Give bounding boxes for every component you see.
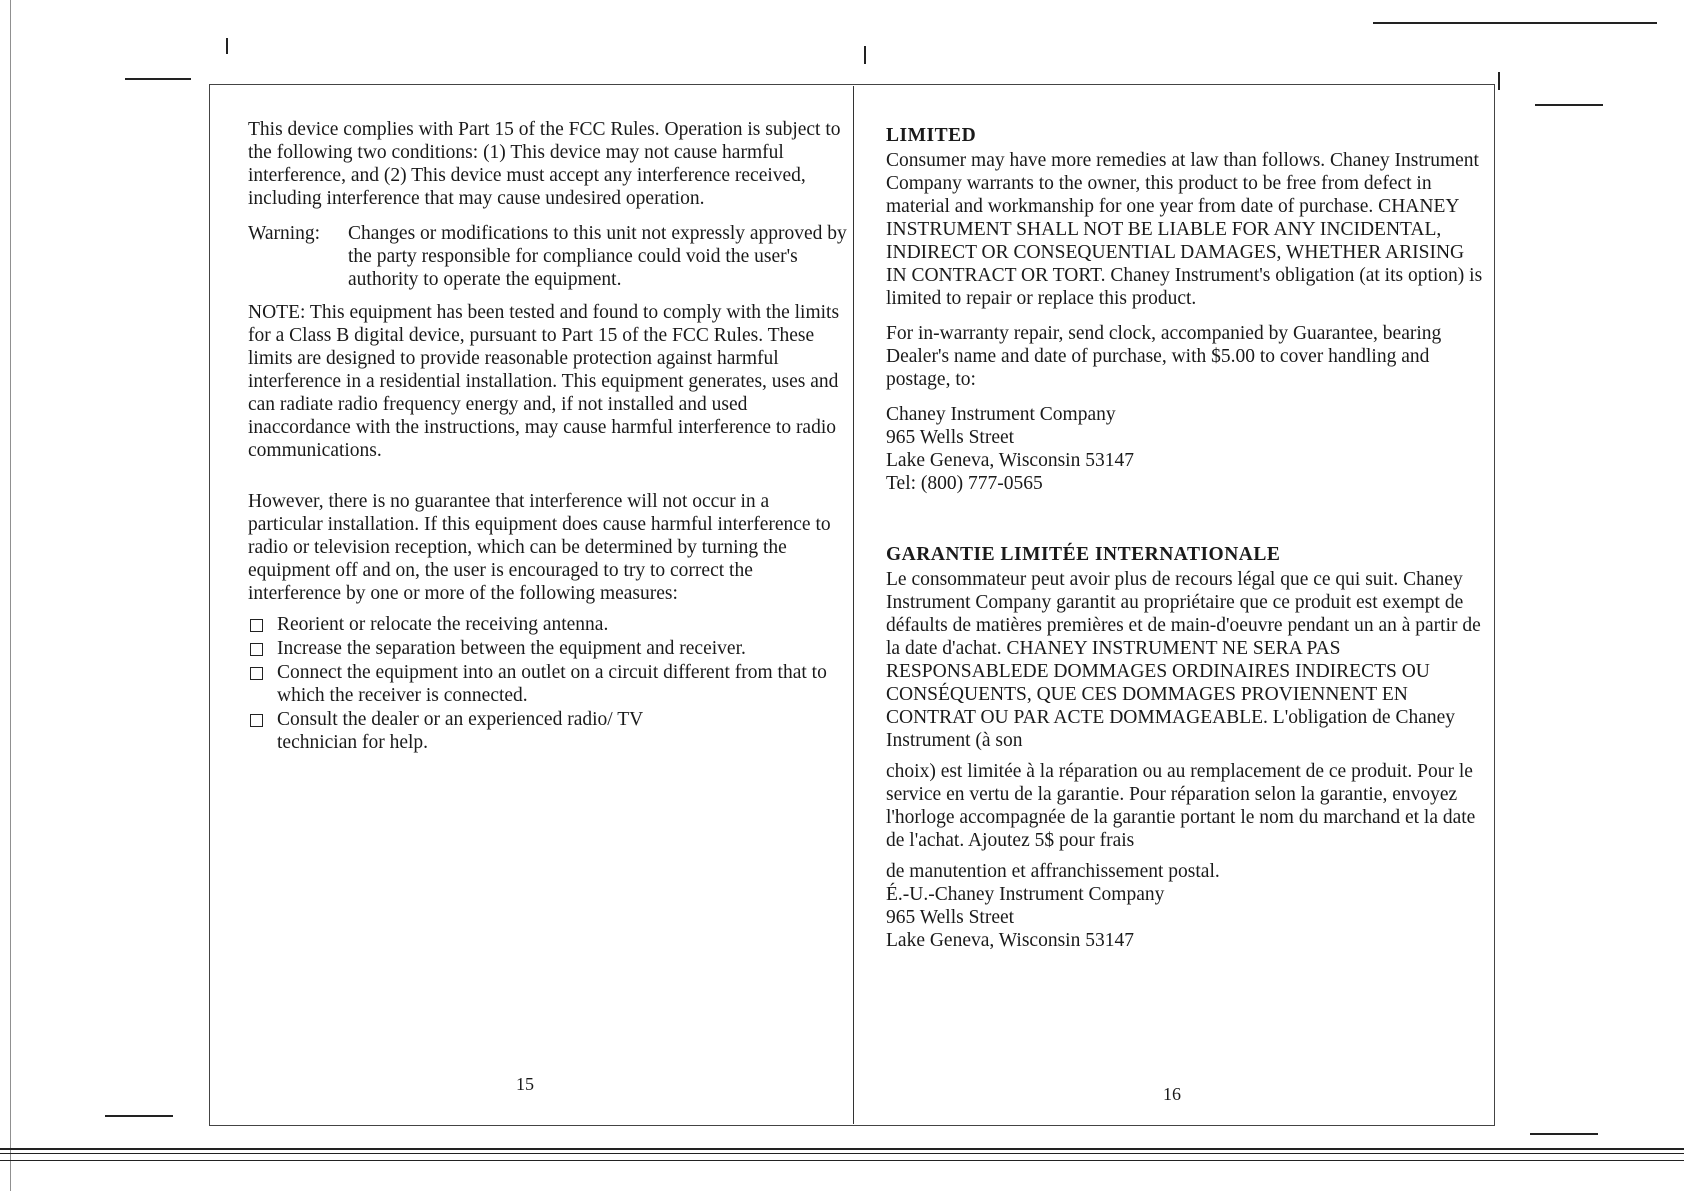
address-line: Tel: (800) 777-0565	[886, 473, 1043, 494]
limited-heading: LIMITED	[886, 125, 977, 146]
address-line: É.-U.-Chaney Instrument Company	[886, 884, 1165, 905]
warning-text: Changes or modifications to this unit not expressly approved by the party responsible for compliance could void the user's authority to operate the equipment.	[348, 223, 847, 290]
measure-text: Increase the separation between the equipment and receiver.	[277, 638, 746, 659]
warning-label: Warning:	[248, 223, 321, 244]
address-block	[886, 403, 1486, 495]
address-line: 965 Wells Street	[886, 907, 1015, 928]
checkbox-square-icon	[250, 667, 263, 680]
address-line: Chaney Instrument Company	[886, 404, 1116, 425]
address-line: Lake Geneva, Wisconsin 53147	[886, 930, 1134, 951]
repair-paragraph: For in-warranty repair, send clock, accompanied by Guarantee, bearing Dealer's name and date of purchase, with $5.00 to cover handling and postage, to:	[886, 323, 1442, 390]
note-paragraph: NOTE: This equipment has been tested and found to comply with the limits for a Class B digital device, pursuant to Part 15 of the FCC Rules. These limits are designed to provide reasonable protection against harmful interference in a residential installation. This equipment generates, uses and can radiate radio frequency energy and, if not installed and used inaccordance with the instructions, may cause harmful interference to radio communications.	[248, 302, 840, 461]
measure-text: Consult the dealer or an experienced radio/ TV technician for help.	[277, 709, 643, 753]
scan-mark	[1498, 72, 1500, 90]
scan-mark	[105, 1115, 173, 1117]
scan-mark	[0, 1148, 1684, 1150]
page-number-left: 15	[516, 1074, 534, 1094]
left-page	[248, 118, 848, 755]
scan-mark	[10, 0, 11, 1191]
scan-mark	[226, 38, 228, 54]
however-paragraph: However, there is no guarantee that interference will not occur in a particular installation. If this equipment does cause harmful interference to radio or television reception, which can be determined by turning the equipment off and on, the user is encouraged to try to correct the interference by one or more of the following measures:	[248, 491, 831, 604]
checkbox-square-icon	[250, 714, 263, 727]
scan-mark	[0, 1153, 1684, 1154]
warning-block	[248, 222, 848, 291]
measure-text: Connect the equipment into an outlet on a circuit different from that to which the receiver is connected.	[277, 662, 827, 706]
page-divider	[853, 86, 854, 1124]
garantie-paragraph: choix) est limitée à la réparation ou au remplacement de ce produit. Pour le service en vertu de la garantie. Pour réparation selon la garantie, envoyez l'horloge accompagnée de la garantie portant le nom du marchand et la date de l'achat. Ajoutez 5$ pour frais	[886, 761, 1476, 851]
address-line: Lake Geneva, Wisconsin 53147	[886, 450, 1134, 471]
checkbox-square-icon	[250, 619, 263, 632]
garantie-paragraph: Le consommateur peut avoir plus de recours légal que ce qui suit. Chaney Instrument Company garantit au propriétaire que ce produit est exempt de défaults de matières premières et de main-d'oeuvre pendant un an à partir de la date d'achat. CHANEY INSTRUMENT NE SERA PAS RESPONSABLEDE DOMMAGES ORDINAIRES INDIRECTS OU CONSÉQUENTS, QUE CES DOMMAGES PROVIENNENT EN CONTRAT OU PAR ACTE DOMMAGEABLE. L'obligation de Chaney Instrument (à son	[886, 569, 1481, 751]
list-item	[248, 637, 848, 660]
list-item	[248, 708, 848, 754]
scan-mark	[1535, 104, 1603, 106]
scan-mark	[125, 78, 191, 80]
limited-paragraph: Consumer may have more remedies at law than follows. Chaney Instrument Company warrants to the owner, this product to be free from defect in material and workmanship for one year from date of purchase. CHANEY INSTRUMENT SHALL NOT BE LIABLE FOR ANY INCIDENTAL, INDIRECT OR CONSEQUENTIAL DAMAGES, WHETHER ARISING IN CONTRACT OR TORT. Chaney Instrument's obligation (at its option) is limited to repair or replace this product.	[886, 150, 1483, 309]
page-number-right: 16	[1163, 1084, 1181, 1104]
scan-mark	[1530, 1133, 1598, 1135]
fcc-paragraph: This device complies with Part 15 of the FCC Rules. Operation is subject to the following two conditions: (1) This device may not cause harmful interference, and (2) This device must accept any interference received, including interference that may cause undesired operation.	[248, 119, 841, 209]
scan-mark	[1373, 22, 1657, 24]
measure-text: Reorient or relocate the receiving antenna.	[277, 614, 609, 635]
scan-mark	[0, 1160, 1684, 1161]
measures-list	[248, 613, 848, 754]
french-address-block	[886, 883, 1486, 952]
scan-mark	[864, 46, 866, 64]
address-line: 965 Wells Street	[886, 427, 1015, 448]
garantie-heading: GARANTIE LIMITÉE INTERNATIONALE	[886, 544, 1281, 565]
garantie-paragraph: de manutention et affranchissement postal.	[886, 861, 1220, 882]
list-item	[248, 613, 848, 636]
checkbox-square-icon	[250, 643, 263, 656]
list-item	[248, 661, 848, 707]
right-page	[886, 124, 1486, 952]
